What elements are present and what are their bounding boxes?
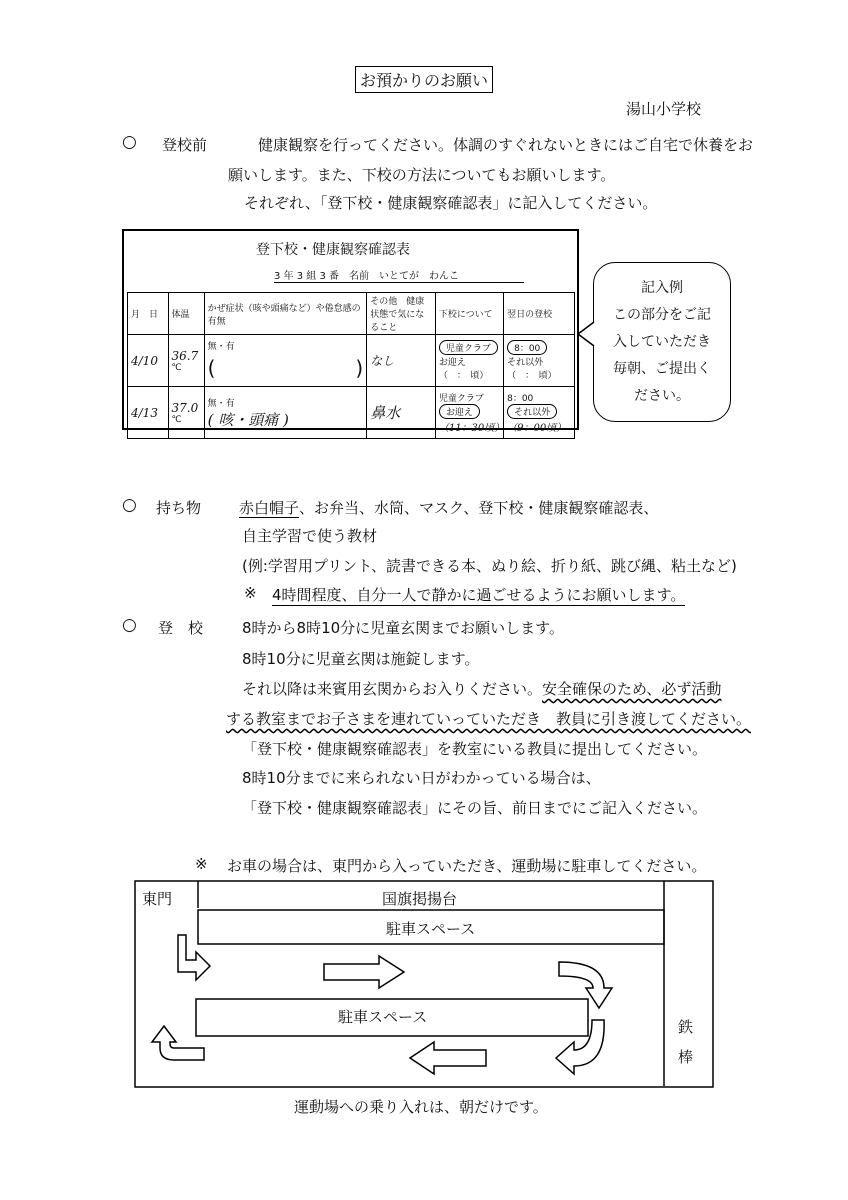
row2-other: 鼻水 — [367, 387, 436, 439]
row1-brackets: ( ) — [207, 356, 364, 380]
before-line2: 願いします。また、下校の方法についてもお願いします。 — [228, 166, 616, 184]
sample-card — [122, 229, 579, 434]
row1-next-other-time: （ ： 頃） — [507, 371, 557, 381]
row1-date: 4/10 — [128, 335, 169, 387]
row1-home-cell — [435, 335, 503, 387]
arrival-line3b: 安全確保のため、必ず活動 — [542, 680, 722, 698]
card-student: 3 年 3 組 3 番 名前 いとてが わんこ — [274, 267, 524, 283]
items-line3: (例:学習用プリント、読書できる本、ぬり絵、折り紙、跳び縄、粘土など) — [242, 557, 737, 575]
page-title: お預かりのお願い — [355, 66, 493, 93]
car-note-mark: ※ — [195, 855, 208, 873]
row2-temp: 37.0 — [171, 400, 199, 415]
table-row — [128, 387, 575, 439]
row2-club: 児童クラブ — [438, 394, 484, 404]
before-line3: それぞれ、「登下校・健康観察確認表」に記入してください。 — [244, 194, 658, 212]
arrival-line1: 8時から8時10分に児童玄関までお願いします。 — [242, 619, 564, 637]
items-rest: 、お弁当、水筒、マスク、登下校・健康観察確認表、 — [299, 499, 659, 517]
col-temp: 体温 — [168, 293, 204, 335]
table-row — [128, 335, 575, 387]
map-caption: 運動場への乗り入れは、朝だけです。 — [294, 1098, 548, 1116]
row2-unit: ℃ — [171, 414, 182, 425]
col-other: その他 健康状態で気になること — [367, 293, 436, 335]
arrival-line6: 8時10分までに来られない日がわかっている場合は、 — [242, 769, 601, 787]
map-iron-bar: 鉄 棒 — [678, 1018, 694, 1066]
row2-home-time: （11：30頃） — [438, 423, 505, 434]
bullet-arrival: ○ — [122, 615, 137, 635]
col-symptom: かぜ症状（咳や頭痛など）や倦怠感の有無 — [204, 293, 367, 335]
row1-unit: ℃ — [171, 362, 182, 373]
row2-next-other-time: （9：00頃） — [507, 423, 567, 434]
bubble-line: 毎朝、ご提出く — [613, 361, 711, 377]
map-east-gate: 東門 — [142, 890, 173, 908]
arrival-line4: する教室までお子さまを連れていっていただき 教員に引き渡してください。 — [226, 710, 752, 728]
card-title: 登下校・健康観察確認表 — [256, 242, 410, 258]
school-name: 湯山小学校 — [626, 100, 702, 118]
row1-next-time: 8：00 — [507, 340, 547, 355]
arrival-line5: 「登下校・健康観察確認表」を教室にいる教員に提出してください。 — [242, 740, 708, 758]
bubble-line: 記入例 — [641, 280, 683, 296]
row1-pick: お迎え — [438, 358, 466, 368]
bullet-items: ○ — [122, 495, 137, 515]
row2-temp-cell — [168, 387, 204, 439]
arrow-icon — [178, 935, 210, 980]
row2-date: 4/13 — [128, 387, 169, 439]
row1-symptom-opt: 無・有 — [207, 342, 235, 352]
arrow-curve-down-icon — [559, 962, 612, 1008]
items-line1 — [239, 497, 658, 518]
card-table — [127, 292, 575, 439]
card-header-row — [128, 293, 575, 335]
row1-other: なし — [367, 335, 436, 387]
items-note-mark: ※ — [244, 584, 257, 602]
row2-symptom-cell — [204, 387, 367, 439]
row2-symptom-opt: 無・有 — [207, 398, 235, 409]
bubble-line: ださい。 — [634, 388, 690, 404]
bubble-line: この部分をご記 — [613, 307, 711, 323]
items-line2: 自主学習で使う教材 — [242, 527, 378, 545]
col-next: 翌日の登校 — [504, 293, 575, 335]
row1-symptom-cell — [204, 335, 367, 387]
bubble-pointer — [576, 320, 596, 350]
arrow-right-icon — [324, 956, 404, 988]
row2-symptom-text: 咳・頭痛 — [218, 410, 279, 429]
car-note: お車の場合は、東門から入っていただき、運動場に駐車してください。 — [227, 857, 707, 875]
arrival-line3a: それ以降は来賓用玄関からお入りください。 — [242, 680, 543, 698]
row1-next-other: それ以外 — [507, 358, 544, 368]
map-lines — [134, 880, 714, 1088]
heading-items: 持ち物 — [156, 499, 202, 517]
map-flagpole: 国旗掲揚台 — [382, 890, 458, 908]
bubble-line: 入していただき — [613, 334, 711, 350]
items-hat: 赤白帽子 — [239, 499, 300, 517]
map-parking-top: 駐車スペース — [386, 920, 476, 938]
row2-pick: お迎え — [439, 404, 480, 419]
heading-arrival: 登 校 — [158, 619, 204, 637]
row1-temp: 36.7 — [171, 348, 199, 363]
items-note: 4時間程度、自分一人で静かに過ごせるようにお願いします。 — [272, 586, 686, 604]
col-date: 月 日 — [128, 293, 169, 335]
example-bubble — [593, 262, 731, 422]
row2-home-cell — [435, 387, 503, 439]
row1-club: 児童クラブ — [439, 340, 498, 355]
map-parking-bottom: 駐車スペース — [338, 1008, 428, 1026]
col-home: 下校について — [435, 293, 503, 335]
arrow-left-icon — [410, 1042, 486, 1074]
arrival-line2: 8時10分に児童玄関は施錠します。 — [242, 650, 480, 668]
row1-home-time: （ ： 頃） — [438, 371, 489, 381]
bullet-before: ○ — [122, 132, 137, 152]
arrival-line7: 「登下校・健康観察確認表」にその旨、前日までにご記入ください。 — [242, 799, 708, 817]
arrival-line3 — [242, 678, 721, 699]
arrow-curve-left-icon — [556, 1020, 604, 1074]
heading-before: 登校前 — [162, 136, 208, 154]
before-line1: 健康観察を行ってください。体調のすぐれないときにはご自宅で休養をお — [258, 136, 754, 154]
row2-next-time: 8：00 — [507, 394, 534, 404]
row2-symptom: ( 咳・頭痛 ) — [207, 410, 289, 429]
row1-temp-cell — [168, 335, 204, 387]
row2-next-cell — [504, 387, 575, 439]
row2-next-other: それ以外 — [507, 404, 557, 419]
row1-next-cell — [504, 335, 575, 387]
parking-map — [134, 880, 714, 1088]
